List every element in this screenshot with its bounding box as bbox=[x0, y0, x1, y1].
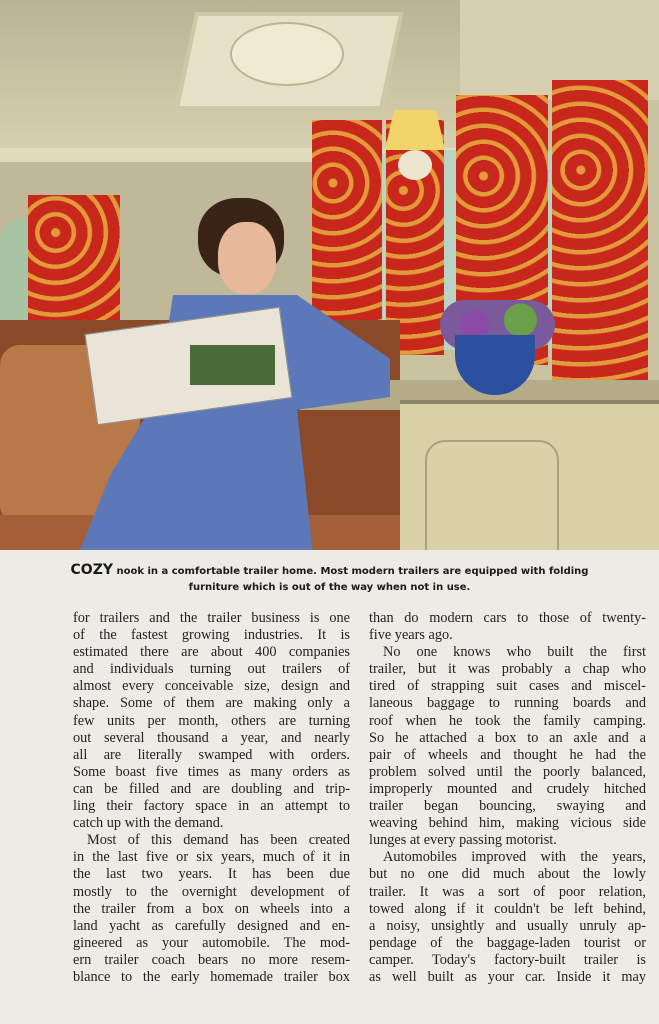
text-line: pair of wheels and thought he had the bbox=[369, 746, 646, 763]
caption-line1: nook in a comfortable trailer home. Most modern trailers are equipped with folding bbox=[113, 566, 589, 577]
text-line: problem solved until the poorly balanced, bbox=[369, 763, 646, 780]
text-line: and individuals turning out trailers of bbox=[73, 661, 350, 678]
photo-caption bbox=[0, 562, 659, 596]
curtain bbox=[312, 120, 382, 330]
text-line: trailer began bouncing, swaying and bbox=[369, 798, 646, 815]
text-line: Automobiles improved with the years, bbox=[383, 849, 646, 866]
text-line: pendage of the baggage-laden tourist or bbox=[369, 934, 646, 951]
text-line: ern trailer coach bears no more resem- bbox=[73, 951, 350, 968]
text-line: for trailers and the trailer business is one bbox=[73, 610, 350, 626]
text-line: the trailer from a box on wheels into a bbox=[73, 900, 350, 917]
lamp-bulb bbox=[398, 150, 432, 180]
cabinet-door bbox=[425, 440, 559, 550]
caption-lead: COZY bbox=[70, 562, 113, 578]
wall-lamp bbox=[385, 110, 445, 150]
woman-face bbox=[218, 222, 276, 294]
text-line: land yacht as carefully designed and en- bbox=[73, 917, 350, 934]
text-line: can be filled and are doubling and trip- bbox=[73, 780, 350, 797]
text-line: shape. Some of them are making only a bbox=[73, 695, 350, 712]
text-line: almost every conceivable size, design and bbox=[73, 678, 350, 695]
text-line: blance to the early homemade trailer box bbox=[73, 968, 350, 985]
curtain bbox=[552, 80, 648, 380]
text-line: of the fastest growing industries. It is bbox=[73, 627, 350, 644]
text-line: No one knows who built the first bbox=[383, 644, 646, 661]
left-column bbox=[73, 610, 350, 986]
text-line: than do modern cars to those of twenty- bbox=[369, 610, 646, 626]
text-line: the last two years. It has been due bbox=[73, 866, 350, 883]
text-line: laneous baggage to running boards and bbox=[369, 695, 646, 712]
text-line: trailer. It was a sort of poor relation, bbox=[369, 883, 646, 900]
text-line: towed along if it couldn't be left behind, bbox=[369, 900, 646, 917]
text-line: ling their factory space in an attempt to bbox=[73, 798, 350, 815]
text-line: So he attached a box to an axle and a bbox=[369, 729, 646, 746]
text-line: a noisy, unsightly and usually unruly ap- bbox=[369, 917, 646, 934]
text-line: trailer, but it was probably a chap who bbox=[369, 661, 646, 678]
text-line: as well built as your car. Inside it may bbox=[369, 968, 646, 985]
text-line: in the last five or six years, much of it in bbox=[73, 849, 350, 866]
text-line: tired of strapping suit cases and miscel- bbox=[369, 678, 646, 695]
ceiling-fan bbox=[230, 22, 344, 86]
text-line: improperly mounted and crudely hitched bbox=[369, 780, 646, 797]
text-line: gineered as your automobile. The mod- bbox=[73, 934, 350, 951]
text-line: Most of this demand has been created bbox=[87, 832, 350, 849]
text-line: mostly to the overnight development of bbox=[73, 883, 350, 900]
magazine-picture bbox=[190, 345, 275, 385]
text-line: few units per month, others are turning bbox=[73, 712, 350, 729]
text-line: Some boast five times as many orders as bbox=[73, 763, 350, 780]
text-line: out several thousand a year, and nearly bbox=[73, 729, 350, 746]
caption-line2: furniture which is out of the way when not in use. bbox=[188, 582, 471, 593]
text-line: all are literally swamped with orders. bbox=[73, 746, 350, 763]
text-line: estimated there are about 400 companies bbox=[73, 644, 350, 661]
right-column bbox=[369, 610, 646, 986]
text-line: catch up with the demand. bbox=[73, 815, 224, 832]
text-line: five years ago. bbox=[369, 627, 453, 644]
text-line: roof when he took the family camping. bbox=[369, 712, 646, 729]
text-line: lunges at every passing motorist. bbox=[369, 832, 557, 849]
text-line: weaving behind him, making vicious side bbox=[369, 815, 646, 832]
text-line: but no one did much about the lowly bbox=[369, 866, 646, 883]
curtain bbox=[28, 195, 120, 320]
text-line: camper. Today's factory-built trailer is bbox=[369, 951, 646, 968]
